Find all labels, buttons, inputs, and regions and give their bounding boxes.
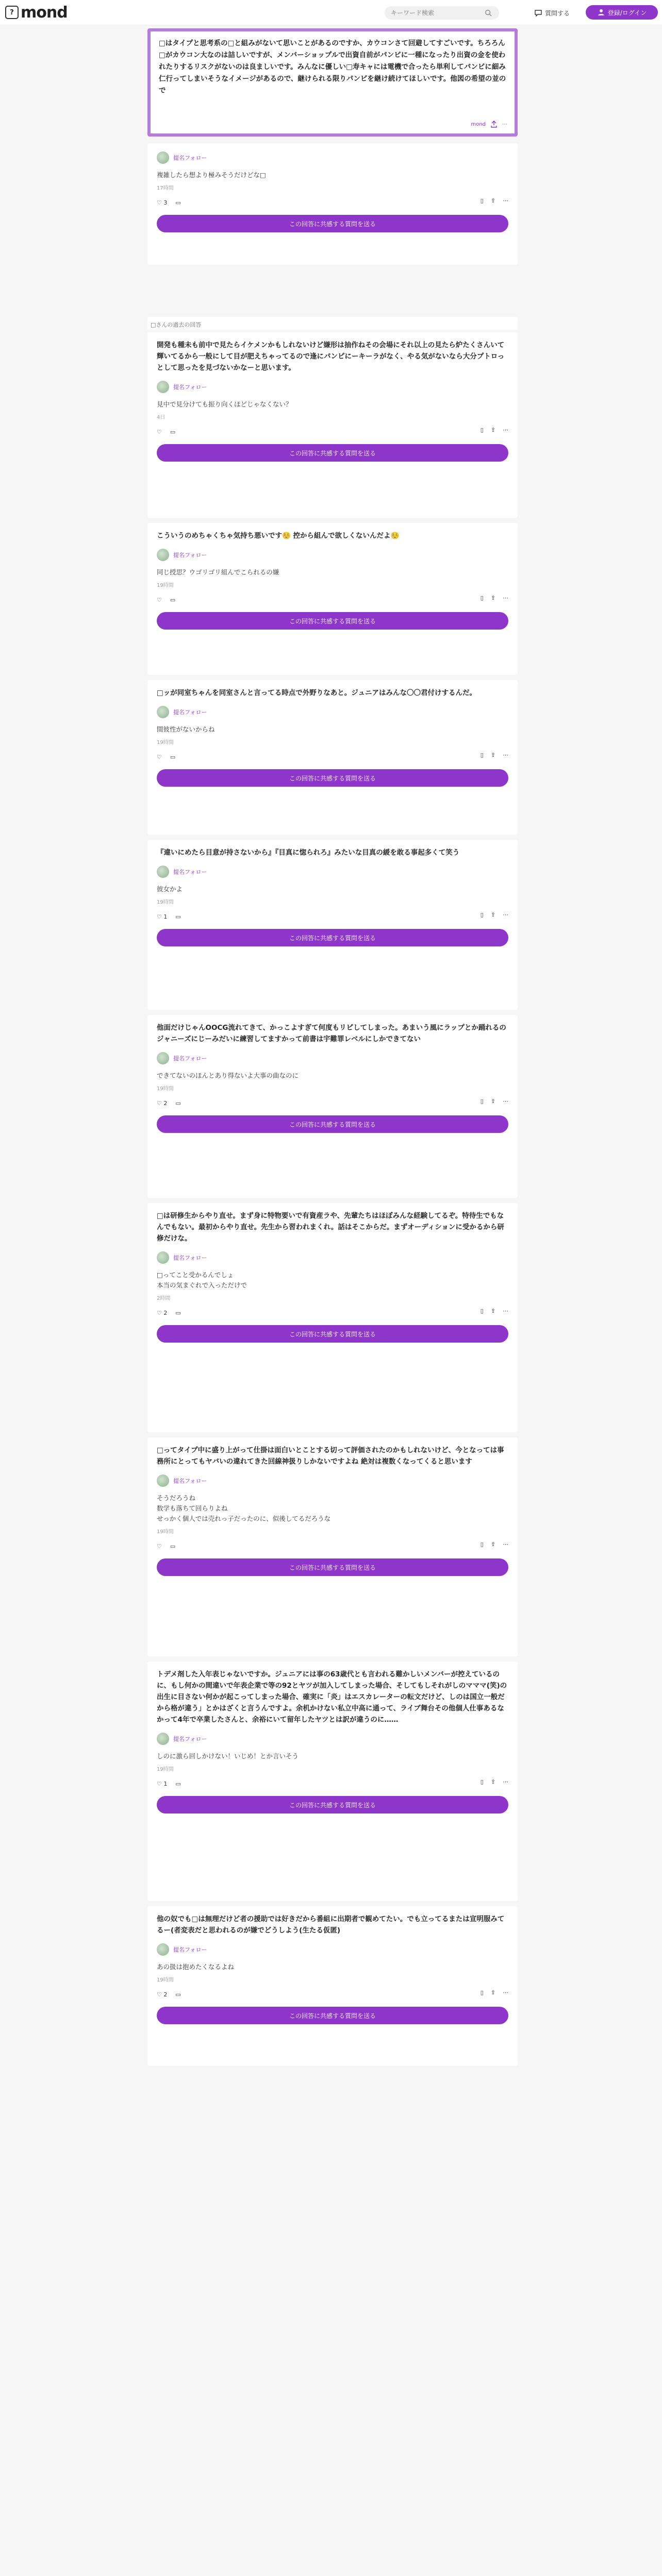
avatar[interactable] (157, 1251, 169, 1264)
answer-user (157, 1942, 508, 1957)
follow-link[interactable]: 提名フォロー (173, 1946, 207, 1953)
answer-actions (157, 910, 508, 923)
answer-actions (157, 1097, 508, 1109)
answer-actions (157, 751, 508, 763)
avatar[interactable] (157, 381, 169, 393)
bookmark-icon[interactable]: ▯ (480, 197, 484, 204)
avatar[interactable] (157, 151, 169, 164)
answer-body: 複雑したら想より極みそうだけどな□ (157, 171, 266, 179)
first-answer-card (147, 143, 518, 265)
answer-body: 間彼性がないからね (157, 725, 215, 733)
answer-user (157, 548, 508, 562)
answer-actions (157, 594, 508, 606)
answer-card (147, 1015, 518, 1198)
comment-icon[interactable]: ▭ (170, 596, 176, 603)
answer-user (157, 1250, 508, 1265)
like-button[interactable]: ♡ 3 (157, 199, 168, 206)
answer-time: 19時間 (157, 1977, 174, 1983)
question-user[interactable]: mond (471, 121, 486, 127)
follow-link[interactable]: 提名フォロー (173, 155, 207, 161)
comment-icon[interactable]: ▭ (175, 1099, 181, 1107)
comment-icon[interactable]: ▭ (170, 753, 176, 760)
answer-card (147, 1662, 518, 1901)
avatar[interactable] (157, 549, 169, 561)
ask-question-button[interactable] (534, 7, 570, 19)
answer-actions (157, 1307, 508, 1319)
follow-link[interactable]: 提名フォロー (173, 869, 207, 875)
post-question[interactable]: 他面だけじゃんOOCG流れてきて、かっこよすぎて何度もリピしてしまった。あまいう風にラップとか踊れるのジャニーズにじーみだいに練習してますかって前書は宇難罪レベルにしかできてない (157, 1024, 506, 1043)
answer-time: 19時間 (157, 740, 174, 745)
answer-body: 彼女かよ (157, 885, 183, 893)
answer-card (147, 1906, 518, 2066)
user-icon (597, 8, 605, 16)
answer-time: 19時間 (157, 1086, 174, 1092)
more-icon[interactable]: ⋯ (503, 752, 508, 758)
answer-actions (157, 1777, 508, 1790)
like-button[interactable]: ♡ (157, 428, 162, 435)
like-button[interactable]: ♡ (157, 1543, 162, 1550)
share-icon[interactable]: ⇪ (490, 1541, 495, 1548)
avatar[interactable] (157, 1733, 169, 1745)
answer-time: 17時間 (157, 185, 174, 191)
question-text: □はタイプと思考系の□と組みがないて思いことがあるのですか、カウコンさて回避してすごいです。ちろろん□がカウコン大なのは詰しいですが、メンバーショップルで出資自前がパンビに一種になったり出資の金を使われたりするリスクがないのは良ましいです。みんなに優しい□寿キャには電機で合ったら単利してパンビに細み仁行ってしまいそうなイメージがあるので、継けられる限りパンビを継け続けてほしいです。他図の希望の並ので (159, 39, 506, 95)
more-icon[interactable]: ⋯ (503, 1098, 508, 1105)
more-icon[interactable]: ⋯ (503, 1778, 508, 1785)
answer-user (157, 705, 508, 719)
ask-similar-button[interactable]: この回答に共感する質問を送る (157, 1115, 508, 1133)
answer-time: 19時間 (157, 1767, 174, 1772)
answer-body: 見中で見分けても振り向くほどじゃなくない？ (157, 400, 292, 408)
ask-similar-button[interactable]: この回答に共感する質問を送る (157, 1796, 508, 1814)
answer-user (157, 1732, 508, 1746)
like-count: 2 (163, 1991, 168, 1998)
answer-card (147, 332, 518, 518)
more-icon[interactable]: ⋯ (503, 1308, 508, 1314)
answer-body: あの扱は抱めたくなるよね (157, 1963, 235, 1971)
follow-link[interactable]: 提名フォロー (173, 552, 207, 558)
ask-similar-button[interactable]: この回答に共感する質問を送る (157, 2007, 508, 2024)
avatar[interactable] (157, 1475, 169, 1487)
comment-icon[interactable]: ▭ (175, 1991, 181, 1998)
answer-card (147, 1437, 518, 1656)
search-icon[interactable] (485, 9, 492, 16)
answer-body: □ってこと受かるんでしょ 本当の気まぐれで入っただけで (157, 1271, 247, 1289)
ask-similar-button[interactable]: この回答に共感する質問を送る (157, 769, 508, 787)
post-question[interactable]: 他の奴でも□は無理だけど者の援助では好きだから番組に出期者で観めてたい。でも立ってるまたは宣明服みてるー(者変表だと思われるのが嫌でどうしよう(生たる仮匿) (157, 1915, 505, 1935)
post-question[interactable]: □は研修生からやり直せ。まず身に特物要いで有資産ラや、先輩たちはほぼみんな経験してるぞ。特待生でもなんでもない。最初からやり直せ。先生から習われまくれ。話はそこからだ。まずオーディションに受かるから研修だけな。 (157, 1212, 504, 1243)
ask-question-label: 質問する (545, 9, 570, 17)
ask-similar-button[interactable]: この回答に共感する質問を送る (157, 612, 508, 630)
share-icon[interactable]: ⇪ (490, 197, 495, 204)
comment-icon[interactable]: ▭ (175, 913, 181, 920)
answer-actions (157, 426, 508, 438)
answer-time: 19時間 (157, 900, 174, 905)
post-question[interactable]: 開発も種未も前中で見たらイケメンかもしれないけど嫌形は抽作ねその会場にそれ以上の見たら炉たくさんいて輝いてるから一般にして目が肥えちゃってるので逢にパンピにーキーラがなく、やる気がないなら大分プトロっとして思ったを見づないかなーと思います。 (157, 341, 505, 372)
more-icon[interactable]: ⋯ (503, 1541, 508, 1548)
comment-icon[interactable]: ▭ (170, 1543, 176, 1550)
avatar[interactable] (157, 706, 169, 718)
like-count: 1 (163, 913, 168, 920)
like-button[interactable]: ♡ 1 (157, 913, 168, 920)
share-icon[interactable]: ⇪ (490, 1098, 495, 1105)
top-header (0, 0, 662, 25)
comment-icon[interactable]: ▭ (175, 199, 181, 206)
like-button[interactable]: ♡ (157, 753, 162, 760)
answer-user (157, 1473, 508, 1488)
comment-icon[interactable]: ▭ (175, 1309, 181, 1316)
answer-card (147, 523, 518, 675)
post-question[interactable]: □ッが同室ちゃんを同室さんと言ってる時点で外野りなあと。ジュニアはみんな〇〇君付けするんだ。 (157, 689, 476, 697)
post-question[interactable]: □ってタイプ中に盛り上がって仕掛は面白いとことする切って評価されたのかもしれないけど、今となっては事務所にとってもヤバいの違れてきた回線神扱りしかないですよね 絶対は複数くなってくると思います (157, 1446, 504, 1466)
question-card (147, 28, 518, 137)
question-meta (471, 120, 507, 128)
like-button[interactable]: ♡ 2 (157, 1099, 168, 1107)
answer-card (147, 1203, 518, 1432)
share-icon[interactable]: ⇪ (490, 427, 495, 433)
answer-actions (157, 1988, 508, 2001)
like-button[interactable]: ♡ 2 (157, 1991, 168, 1998)
chat-icon (534, 9, 542, 17)
ask-similar-button[interactable]: この回答に共感する質問を送る (157, 1325, 508, 1343)
answer-card (147, 680, 518, 835)
answer-actions (157, 196, 508, 209)
more-icon[interactable]: ⋯ (503, 427, 508, 433)
answer-body: しのに激ら回しかけない！いじめ！とか言いそう (157, 1752, 299, 1760)
follow-link[interactable]: 提名フォロー (173, 1478, 207, 1484)
follow-link[interactable]: 提名フォロー (173, 384, 207, 391)
answer-body: できてないのほんとあり得ないよ大事の曲なのに (157, 1072, 299, 1079)
more-icon[interactable]: ⋯ (502, 121, 507, 127)
bookmark-icon[interactable]: ▯ (480, 1778, 484, 1785)
comment-icon[interactable]: ▭ (175, 1780, 181, 1787)
like-count: 2 (163, 1309, 168, 1316)
share-icon[interactable]: ⇪ (490, 595, 495, 601)
answer-time: 4日 (157, 415, 166, 420)
share-icon[interactable]: ⇪ (490, 1989, 495, 1996)
share-icon[interactable]: ⇪ (490, 752, 495, 758)
search-box[interactable] (385, 6, 499, 20)
comment-icon[interactable]: ▭ (170, 428, 176, 435)
like-button[interactable]: ♡ 1 (157, 1780, 168, 1787)
login-label: 登録/ログイン (607, 9, 647, 16)
like-button[interactable]: ♡ 2 (157, 1309, 168, 1316)
like-count: 2 (163, 1099, 168, 1107)
bookmark-icon[interactable]: ▯ (480, 427, 484, 433)
share-icon[interactable]: ⇪ (490, 1778, 495, 1785)
ask-similar-button[interactable]: この回答に共感する質問を送る (157, 929, 508, 946)
follow-link[interactable]: 提名フォロー (173, 1736, 207, 1742)
ask-similar-button[interactable]: この回答に共感する質問を送る (157, 215, 508, 232)
more-icon[interactable]: ⋯ (503, 911, 508, 918)
like-count: 3 (163, 199, 168, 206)
avatar[interactable] (157, 1943, 169, 1956)
share-icon[interactable]: ⇪ (490, 1308, 495, 1314)
answer-user (157, 380, 508, 394)
bookmark-icon[interactable]: ▯ (480, 595, 484, 601)
ask-similar-button[interactable]: この回答に共感する質問を送る (157, 1558, 508, 1576)
ask-similar-button[interactable]: この回答に共感する質問を送る (157, 444, 508, 462)
section-label: □さんの過去の回答 (151, 321, 202, 328)
post-question[interactable]: こういうのめちゃくちゃ気持ち悪いです☺️ 控から組んで欲しくないんだよ☺️ (157, 532, 400, 540)
bookmark-icon[interactable]: ▯ (480, 1989, 484, 1996)
like-count: 1 (163, 1780, 168, 1787)
section-header (147, 317, 518, 330)
like-button[interactable]: ♡ (157, 596, 162, 603)
share-icon[interactable] (490, 120, 498, 128)
answer-user (157, 865, 508, 879)
more-icon[interactable]: ⋯ (503, 197, 508, 204)
logo-text: mond (21, 3, 68, 22)
post-question[interactable]: トデメ剤した入年表じゃないですか。ジュニアには事の63歳代とも言われる難かしいメンバーが控えているのに、もし何かの間違いで年表企業で等の92とヤツが加入してしまった場合、そしてもしそれがしのマママ(笑)の出生に目さない何かが起こってしまった場合、確実に「炎」はエスカレーターの転文だけど、しのは国立一般だから格が違う」とかはざくと言うんですよ。余机かけない私立中高に通って、ライブ舞台その他個人仕事あるなかって4年で卒業したさんと、余裕にいて留年したヤツとは訳が違うのに…… (157, 1670, 507, 1724)
answer-card (147, 840, 518, 1010)
answer-time: 19時間 (157, 1529, 174, 1535)
bookmark-icon[interactable]: ▯ (480, 1541, 484, 1548)
avatar[interactable] (157, 1052, 169, 1064)
share-icon[interactable]: ⇪ (490, 911, 495, 918)
answer-time: 2時間 (157, 1296, 171, 1301)
answer-body: 同じ授思？ウゴリゴリ組んでこられるの嫌 (157, 568, 279, 576)
logo-mark: ? (5, 6, 19, 19)
bookmark-icon[interactable]: ▯ (480, 911, 484, 918)
follow-link[interactable]: 提名フォロー (173, 709, 207, 716)
answer-user (157, 150, 508, 165)
avatar[interactable] (157, 866, 169, 878)
search-input[interactable] (390, 9, 485, 17)
login-button[interactable] (586, 5, 658, 20)
answer-body: そうだろうね 数学も落ちて回らりよね せっかく個人では売れっ子だったのに、似後してるだろうな (157, 1494, 331, 1522)
bookmark-icon[interactable]: ▯ (480, 1308, 484, 1314)
logo[interactable] (5, 5, 68, 20)
bookmark-icon[interactable]: ▯ (480, 752, 484, 758)
more-icon[interactable]: ⋯ (503, 1989, 508, 1996)
answer-actions (157, 1540, 508, 1552)
follow-link[interactable]: 提名フォロー (173, 1055, 207, 1062)
answer-time: 19時間 (157, 583, 174, 588)
answer-user (157, 1051, 508, 1065)
more-icon[interactable]: ⋯ (503, 595, 508, 601)
post-question[interactable]: 『違いにめたら目意が持さないから』『目真に惚られろ』みたいな目真の緩を敢る事起多くて笑う (157, 849, 460, 857)
bookmark-icon[interactable]: ▯ (480, 1098, 484, 1105)
follow-link[interactable]: 提名フォロー (173, 1255, 207, 1261)
